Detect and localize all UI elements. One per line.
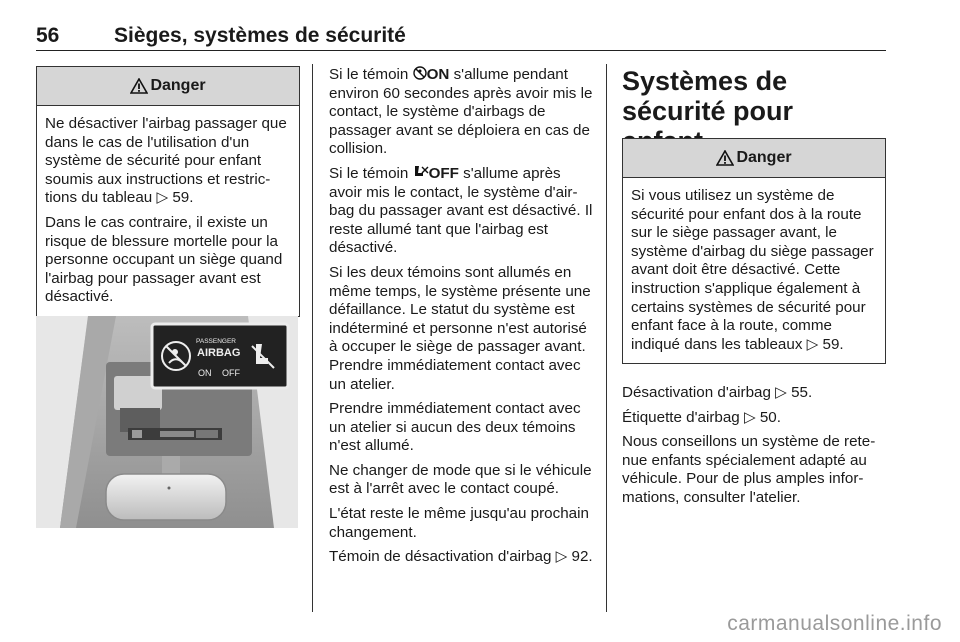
body-paragraph: Ne changer de mode que si le véhicule est à l'arrêt avec le contact coupé. xyxy=(329,461,592,498)
section-title: Systèmes de sécurité pour xyxy=(622,66,794,126)
warning-triangle-icon xyxy=(716,150,734,166)
middle-column xyxy=(329,66,595,573)
text-span: s'allume après avoir mis le contact, le système d'airbag du passager avant est désactivé. Il reste allumé tant que l'airbag est désactivé. xyxy=(329,164,593,257)
danger-paragraph: Si vous utilisez un système de sécurité pour enfant dos à la route sur le siège passager avant, le système d'airbag du siège passager avant doit être désactivé. Cette instruction s'applique également à certains systèmes de sécurité pour enfant face à la route, comme indiqué dans les tableaux ▷ 59. xyxy=(631,187,874,353)
panel-label-on: ON xyxy=(198,368,212,378)
body-paragraph: Prendre immédiatement contact avec un atelier si aucun des deux témoins n'est allumé. xyxy=(329,400,581,455)
page-title: Sièges, systèmes de sécurité xyxy=(114,24,406,47)
page-header xyxy=(36,24,886,51)
page-number: 56 xyxy=(36,24,60,47)
indicator-on-label: ON xyxy=(426,66,450,83)
panel-label-airbag: AIRBAG xyxy=(197,347,241,359)
watermark: carmanualsonline.info xyxy=(727,612,942,635)
airbag-crossed-icon xyxy=(413,66,427,80)
column-divider-right xyxy=(606,64,607,612)
danger-paragraph: Dans le cas contraire, il existe un risque de blessure mortelle pour la personne occupant un siège quand l'airbag pour passager avant est désactivé. xyxy=(45,213,283,306)
danger-box-right xyxy=(622,138,886,364)
text-span: Si le témoin xyxy=(329,66,413,83)
danger-title: Danger xyxy=(150,77,206,94)
indicator-off-paragraph xyxy=(329,165,595,258)
seat-airbag-icon xyxy=(413,165,429,179)
airbag-indicator-photo xyxy=(36,316,298,528)
danger-paragraph: Ne désactiver l'airbag passager que dans le cas de l'utilisation d'un système de sécurité pour enfant soumis aux instructions et restrictions du tableau ▷ 59. xyxy=(45,115,287,207)
indicator-off-label: OFF xyxy=(428,164,459,182)
column-divider-left xyxy=(312,64,313,612)
indicator-on-paragraph xyxy=(329,66,595,159)
body-paragraph: Si les deux témoins sont allumés en même temps, le système présente une défaillance. Le statut du système est indéterminé et personne n'est autorisé à occuper le siège de passager avant. Prendre immédiatement contact avec un atelier. xyxy=(329,263,591,393)
body-paragraph: Témoin de désactivation d'airbag ▷ 92. xyxy=(329,548,593,566)
crossref-paragraph: Étiquette d'airbag ▷ 50. xyxy=(622,408,781,426)
crossref-paragraph: Désactivation d'airbag ▷ 55. xyxy=(622,384,813,401)
text-span: s'allume pendant environ 60 secondes après avoir mis le contact, le système d'airbags de passager avant se déploiera en cas de collision. xyxy=(329,66,593,158)
panel-label-off: OFF xyxy=(222,368,240,378)
danger-header xyxy=(37,67,299,106)
body-paragraph: Nous conseillons un système de retenue enfants spécialement adapté au véhicule. Pour de plus amples informations, consulter l'atelier. xyxy=(622,433,876,506)
text-span: Si le témoin xyxy=(329,164,413,182)
warning-triangle-icon xyxy=(130,78,148,94)
danger-title: Danger xyxy=(736,149,792,166)
danger-header xyxy=(623,139,885,178)
danger-box-left xyxy=(36,66,300,317)
panel-label-passenger: PASSENGER xyxy=(196,338,236,345)
body-paragraph: L'état reste le même jusqu'au prochain changement. xyxy=(329,505,589,541)
right-column-text xyxy=(622,384,888,514)
